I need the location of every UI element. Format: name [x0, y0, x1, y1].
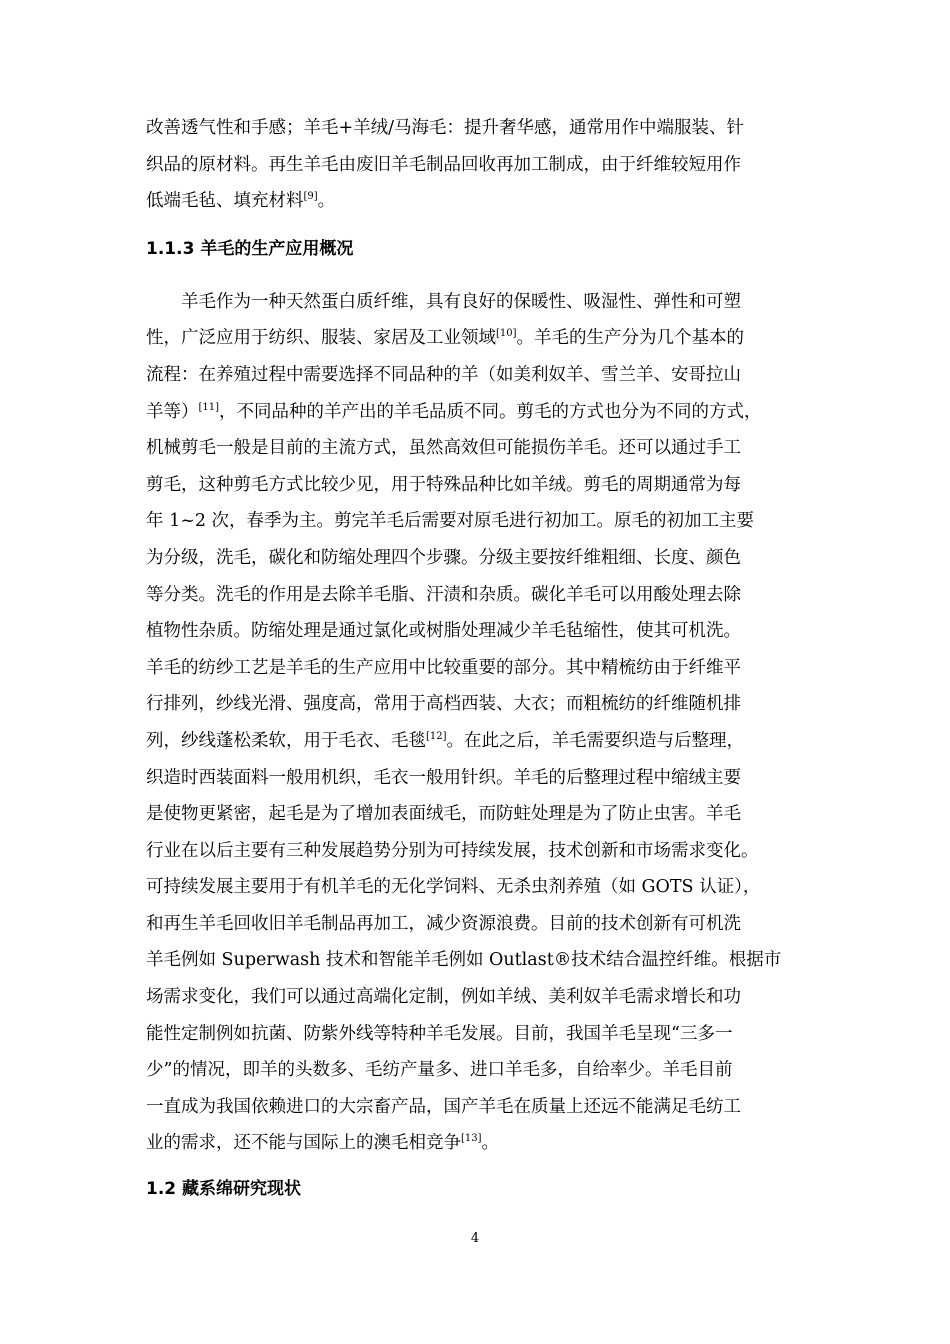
text-segment: 行排列，纱线光滑、强度高，常用于高档西装、大衣；而粗梳纺的纤维随机排: [146, 694, 741, 715]
text-segment: 性，广泛应用于纺织、服装、家居及工业领域: [146, 328, 496, 349]
text-segment: 羊毛例如 Superwash 技术和智能羊毛例如 Outlast®技术结合温控纤维。根据市: [146, 950, 782, 971]
text-line: [146, 796, 810, 833]
text-line: 改善透气性和手感；羊毛+羊绒/马海毛：提升奢华感，通常用作中端服装、针: [146, 118, 745, 138]
text-line: [146, 1089, 810, 1126]
text-segment: 和再生羊毛回收旧羊毛制品再加工，减少资源浪费。目前的技术创新有可机洗: [146, 913, 741, 934]
text-line: [146, 430, 810, 467]
text-line: [146, 467, 810, 504]
text-segment: 剪毛，这种剪毛方式比较少见，用于特殊品种比如羊绒。剪毛的周期通常为每: [146, 474, 741, 495]
text-segment: 。: [317, 191, 336, 212]
text-segment: 羊毛的纺纱工艺是羊毛的生产应用中比较重要的部分。其中精梳纺由于纤维平: [146, 657, 741, 678]
text-segment: 等分类。洗毛的作用是去除羊毛脂、汗渍和杂质。碳化羊毛可以用酸处理去除: [146, 584, 741, 605]
text-segment: 。在此之后，羊毛需要织造与后整理，: [446, 730, 745, 751]
text-line: [146, 284, 810, 321]
text-segment: 羊毛作为一种天然蛋白质纤维，具有良好的保暖性、吸湿性、弹性和可塑: [146, 291, 741, 312]
text-segment: 。: [481, 1133, 500, 1154]
page-number: 4: [470, 1231, 480, 1246]
text-line: [146, 1052, 810, 1089]
citation: [12]: [426, 730, 447, 742]
section-heading-1-2: 1.2 藏系绵研究现状: [146, 1179, 302, 1200]
text-line: [146, 320, 810, 357]
text-line: 织品的原材料。再生羊毛由废旧羊毛制品回收再加工制成，由于纤维较短用作: [146, 154, 741, 175]
text-segment: 列，纱线蓬松柔软，用于毛衣、毛毯: [146, 730, 426, 751]
text-line: [146, 760, 810, 797]
text-line: [146, 540, 810, 577]
text-segment: 流程：在养殖过程中需要选择不同品种的羊（如美利奴羊、雪兰羊、安哥拉山: [146, 364, 741, 385]
text-line: [146, 503, 810, 540]
text-segment: 业的需求，还不能与国际上的澳毛相竞争: [146, 1133, 461, 1154]
text-segment: ，不同品种的羊产出的羊毛品质不同。剪毛的方式也分为不同的方式，: [219, 401, 762, 422]
text-segment: 年 1~2 次，春季为主。剪完羊毛后需要对原毛进行初加工。原毛的初加工主要: [146, 511, 755, 532]
text-segment: 植物性杂质。防缩处理是通过氯化或树脂处理减少羊毛毡缩性，使其可机洗。: [146, 621, 741, 642]
text-line: [146, 183, 810, 220]
body-paragraph: [146, 284, 810, 1162]
text-segment: 场需求变化，我们可以通过高端化定制，例如羊绒、美利奴羊毛需求增长和功: [146, 987, 741, 1008]
text-line: [146, 357, 810, 394]
text-segment: 为分级，洗毛，碳化和防缩处理四个步骤。分级主要按纤维粗细、长度、颜色: [146, 547, 741, 568]
text-line: [146, 613, 810, 650]
text-line: [146, 1016, 810, 1053]
text-line: [146, 942, 810, 979]
section-heading-1-1-3: 1.1.3 羊毛的生产应用概况: [146, 238, 354, 259]
text-line: [146, 686, 810, 723]
text-segment: 可持续发展主要用于有机羊毛的无化学饲料、无杀虫剂养殖（如 GOTS 认证），: [146, 877, 761, 898]
text-segment: 行业在以后主要有三种发展趋势分别为可持续发展，技术创新和市场需求变化。: [146, 840, 759, 861]
intro-paragraph: [146, 110, 810, 220]
text-segment: 。羊毛的生产分为几个基本的: [516, 328, 745, 349]
text-line: [146, 723, 810, 760]
text-segment: 少”的情况，即羊的头数多、毛纺产量多、进口羊毛多，自给率少。羊毛目前: [146, 1060, 733, 1081]
text-line: [146, 394, 810, 431]
text-line: [146, 577, 810, 614]
text-segment: 羊等）: [146, 401, 199, 422]
document-page: [146, 110, 810, 1202]
citation: [10]: [496, 328, 517, 340]
text-line: [146, 869, 810, 906]
text-line: [146, 650, 810, 687]
text-segment: 一直成为我国依赖进口的大宗畜产品，国产羊毛在质量上还远不能满足毛纺工: [146, 1096, 741, 1117]
text-line: [146, 1125, 810, 1162]
text-line: [146, 906, 810, 943]
text-line: [146, 833, 810, 870]
text-line: [146, 979, 810, 1016]
citation: [13]: [461, 1133, 482, 1145]
citation: [9]: [303, 191, 318, 203]
text-segment: 是使物更紧密，起毛是为了增加表面绒毛，而防蛀处理是为了防止虫害。羊毛: [146, 804, 741, 825]
text-segment: 织造时西装面料一般用机织，毛衣一般用针织。羊毛的后整理过程中缩绒主要: [146, 767, 741, 788]
text-segment: 能性定制例如抗菌、防紫外线等特种羊毛发展。目前，我国羊毛呈现“三多一: [146, 1023, 733, 1044]
text-segment: 机械剪毛一般是目前的主流方式，虽然高效但可能损伤羊毛。还可以通过手工: [146, 438, 741, 459]
citation: [11]: [198, 401, 220, 413]
text-segment: 低端毛毡、填充材料: [146, 191, 304, 212]
